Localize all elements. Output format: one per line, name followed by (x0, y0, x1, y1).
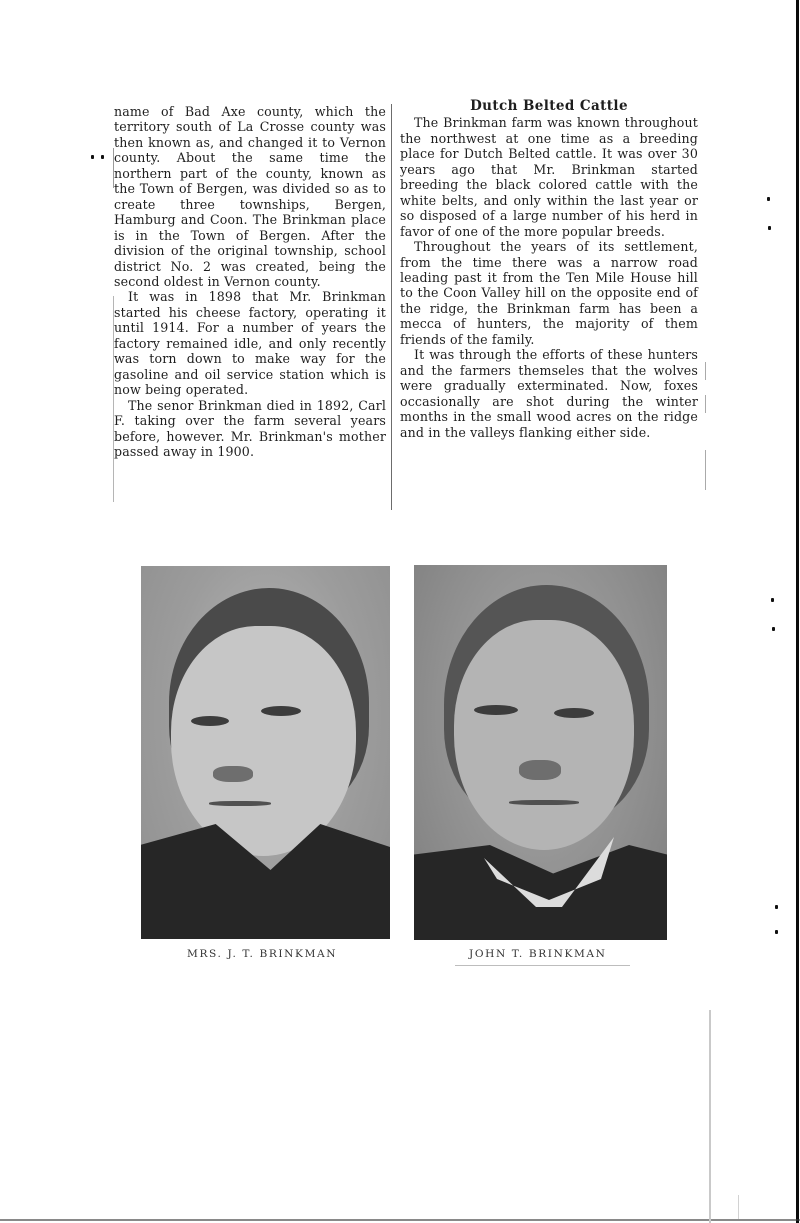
margin-mark (772, 627, 775, 631)
portrait-nose (213, 766, 253, 782)
portrait-eye (554, 708, 594, 718)
portrait-eye (191, 716, 229, 726)
margin-mark (91, 155, 94, 159)
paper-crease-secondary (738, 1195, 739, 1219)
portrait-mouth (209, 801, 271, 806)
portrait-face (171, 626, 356, 856)
portrait-eye (474, 705, 518, 715)
margin-mark (767, 197, 770, 201)
right-column-rule (705, 450, 706, 490)
portrait-eye (261, 706, 301, 716)
margin-mark (775, 930, 778, 934)
margin-mark (101, 155, 104, 159)
photo-john-brinkman (414, 565, 667, 940)
article-left-column (114, 104, 386, 459)
right-column-rule (705, 362, 706, 380)
article-paragraph: The Brinkman farm was known throughout the northwest at one time as a breeding place for Dutch Belted cattle. It was over 30 years ago that Mr. Brinkman started breeding the black colored cattle with the white belts, and only within the last year or so disposed of a large number of his herd in favor of one of the more popular breeds. (400, 115, 698, 239)
margin-mark (775, 905, 778, 909)
portrait-mouth (509, 800, 579, 805)
photo-mrs-brinkman (141, 566, 390, 939)
margin-mark (771, 598, 774, 602)
photo-caption-mrs-brinkman: MRS. J. T. BRINKMAN (187, 948, 338, 960)
photo-caption-john-brinkman: JOHN T. BRINKMAN (469, 948, 607, 960)
paper-crease (709, 1010, 711, 1223)
article-right-column (400, 99, 698, 440)
article-paragraph: It was through the efforts of these hunters and the farmers themseles that the wolves were gradually exterminated. Now, foxes occasionally are shot during the winter months in the small wood acres on the ridge and in the valleys flanking either side. (400, 347, 698, 440)
page-right-edge (796, 0, 799, 1223)
article-paragraph: name of Bad Axe county, which the territory south of La Crosse county was then known as, and changed it to Vernon county. About the same time the northern part of the county, known as the Town of Bergen, was divided so as to create three townships, Bergen, Hamburg and Coon. The Brinkman place is in the Town of Bergen. After the division of the original township, school district No. 2 was created, being the second oldest in Vernon county. (114, 104, 386, 289)
margin-mark (768, 226, 771, 230)
portrait-nose (519, 760, 561, 780)
article-paragraph: Throughout the years of its settlement, from the time there was a narrow road leading past it from the Ten Mile House hill to the Coon Valley hill on the opposite end of the ridge, the Brinkman farm has been a mecca of hunters, the majority of them friends of the family. (400, 239, 698, 347)
article-paragraph: It was in 1898 that Mr. Brinkman started his cheese factory, operating it until 1914. For a number of years the factory remained idle, and only recently was torn down to make way for the gasoline and oil service station which is now being operated. (114, 289, 386, 398)
column-divider (391, 104, 392, 510)
article-paragraph: The senor Brinkman died in 1892, Carl F. taking over the farm several years before, however. Mr. Brinkman's mother passed away in 1900. (114, 397, 386, 459)
section-headline: Dutch Belted Cattle (470, 98, 628, 114)
portrait-face (454, 620, 634, 850)
right-column-rule (705, 395, 706, 413)
page-bottom-edge (0, 1219, 800, 1221)
caption-underline (455, 965, 630, 966)
